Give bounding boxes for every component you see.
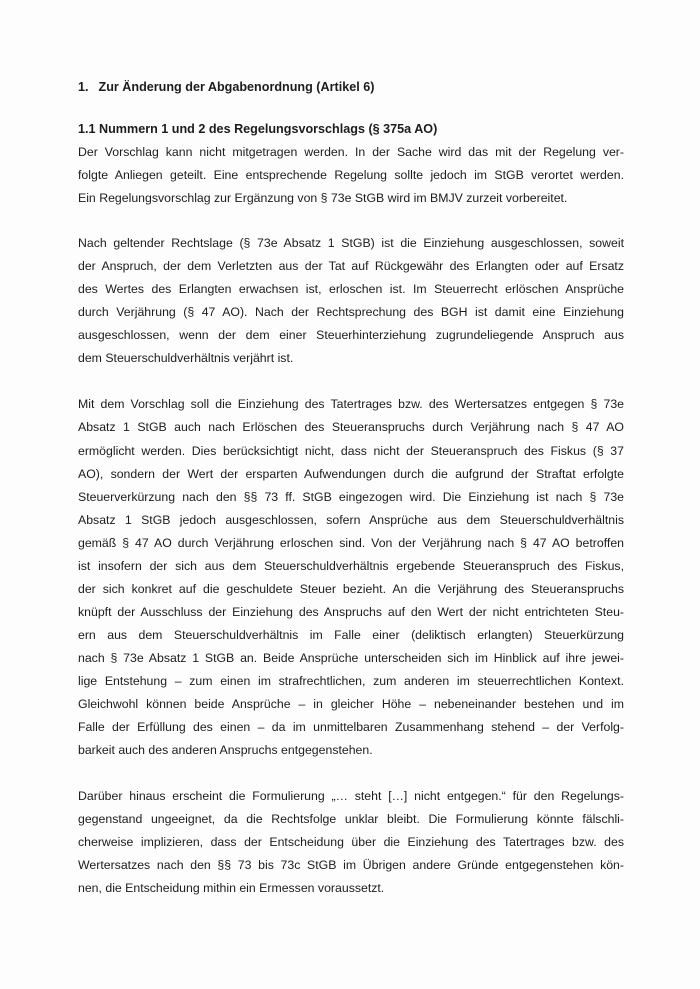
text-line: ausgeschlossen, wenn der dem einer Steuerhinterziehung zugrundeliegende Anspruch aus (78, 328, 624, 343)
document-body (78, 77, 624, 923)
text-line: folgte Anliegen geteilt. Eine entsprechende Regelung sollte jedoch im StGB verortet werden. (78, 168, 624, 183)
text-line: ern aus dem Steuerschuldverhältnis im Falle einer (deliktisch erlangten) Steuerkürzung (78, 627, 624, 642)
section-heading (78, 77, 624, 97)
text-line: cherweise implizieren, dass der Entscheidung über die Einziehung des Tatertrages bzw. des (78, 835, 624, 850)
text-line: Der Vorschlag kann nicht mitgetragen werden. In der Sache wird das mit der Regelung ver- (78, 145, 624, 159)
text-line: dem Steuerschuldverhältnis verjährt ist. (78, 351, 294, 366)
paragraph (78, 785, 624, 900)
paragraph (78, 393, 624, 762)
text-line: Absatz 1 StGB jedoch ausgeschlossen, sofern Ansprüche aus dem Steuerschuldverhältnis (78, 512, 624, 527)
text-line: ermöglicht werden. Dies berücksichtigt nicht, dass nicht der Steueranspruch des Fiskus (§ 37 (78, 443, 624, 458)
text-line: nen, die Entscheidung mithin ein Ermessen voraussetzt. (78, 881, 385, 896)
section-number: 1. (78, 80, 89, 94)
text-line: der sich konkret auf die geschuldete Steuer bezieht. An die Verjährung des Steueranspruchs (78, 581, 624, 596)
text-line: Steuerverkürzung nach den §§ 73 ff. StGB eingezogen wird. Die Einziehung ist nach § 73e (78, 489, 624, 504)
text-line: Gleichwohl können beide Ansprüche – in gleicher Höhe – nebeneinander bestehen und im (78, 697, 624, 712)
text-line: durch Verjährung (§ 47 AO). Nach der Rechtsprechung des BGH ist damit eine Einziehung (78, 305, 624, 320)
paragraph (78, 141, 624, 210)
text-line: Ein Regelungsvorschlag zur Ergänzung von § 73e StGB wird im BMJV zurzeit vorbereitet. (78, 191, 568, 206)
paragraph (78, 232, 624, 370)
paragraphs (78, 141, 624, 900)
section-title: Zur Änderung der Abgabenordnung (Artikel 6) (98, 80, 375, 94)
text-line: lige Entstehung – zum einen im strafrechtlichen, zum anderen im steuerrechtlichen Kontext. (78, 673, 624, 688)
text-line: Falle der Erfüllung des einen – da im unmittelbaren Zusammenhang stehend – der Verfolg- (78, 720, 624, 735)
text-line: Nach geltender Rechtslage (§ 73e Absatz 1 StGB) ist die Einziehung ausgeschlossen, soweit (78, 236, 624, 251)
text-line: gegenstand ungeeignet, da die Rechtsfolge unklar bleibt. Die Formulierung könnte fälschli- (78, 812, 624, 827)
text-line: Absatz 1 StGB auch nach Erlöschen des Steueranspruchs durch Verjährung nach § 47 AO (78, 420, 624, 435)
text-line: der Anspruch, der dem Verletzten aus der Tat auf Rückgewähr des Erlangten oder auf Ersatz (78, 259, 624, 274)
text-line: Wertersatzes nach den §§ 73 bis 73c StGB im Übrigen andere Gründe entgegenstehen kön- (78, 858, 624, 873)
text-line: gemäß § 47 AO durch Verjährung erloschen sind. Von der Verjährung nach § 47 AO betroffen (78, 535, 624, 550)
text-line: Mit dem Vorschlag soll die Einziehung des Tatertrages bzw. des Wertersatzes entgegen § 73e (78, 397, 624, 412)
text-line: AO), sondern der Wert der ersparten Aufwendungen durch die aufgrund der Straftat erfolgte (78, 466, 624, 481)
subsection-heading: 1.1 Nummern 1 und 2 des Regelungsvorschlags (§ 375a AO) (78, 122, 438, 136)
text-line: des Wertes des Erlangten erwachsen ist, erloschen ist. Im Steuerrecht erlöschen Ansprüche (78, 282, 624, 297)
text-line: Darüber hinaus erscheint die Formulierung „… steht […] nicht entgegen.“ für den Regelungs- (78, 789, 624, 804)
text-line: knüpft der Ausschluss der Einziehung des Anspruchs auf den Wert der nicht entrichteten Steu- (78, 604, 624, 619)
text-line: nach § 73e Absatz 1 StGB an. Beide Ansprüche unterscheiden sich im Hinblick auf ihre jewei- (78, 650, 624, 665)
text-line: ist insofern der sich aus dem Steuerschuldverhältnis ergebende Steueranspruch des Fiskus, (78, 558, 624, 573)
text-line: barkeit auch des anderen Anspruchs entgegenstehen. (78, 743, 373, 758)
